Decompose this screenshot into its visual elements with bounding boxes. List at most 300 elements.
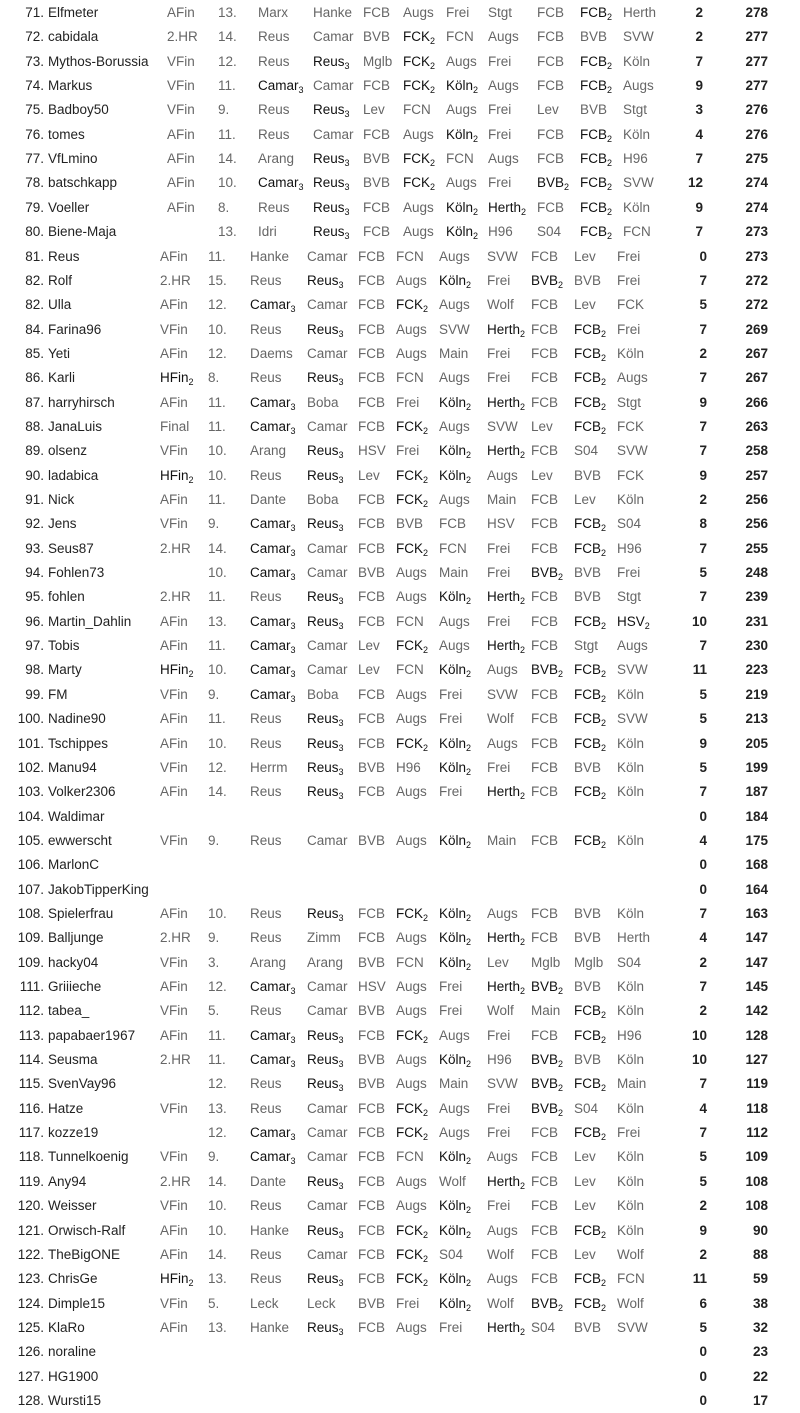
- tip-cell: Camar$_3$: [250, 394, 296, 412]
- tip-cell: S04: [574, 443, 599, 459]
- player-name: Seusma: [48, 1052, 98, 1068]
- total-points: 59: [752, 1271, 768, 1287]
- tip-cell: Köln$_2$: [439, 394, 472, 412]
- position-cell: 11.: [208, 638, 226, 654]
- player-name: Elfmeter: [48, 5, 99, 20]
- rank-cell: 93.: [25, 540, 44, 556]
- rank-cell: 73.: [25, 53, 44, 69]
- player-name: Fohlen73: [48, 565, 105, 581]
- tip-cell: S04: [537, 224, 562, 240]
- total-points: 164: [745, 881, 768, 897]
- tip-cell: Köln$_2$: [439, 443, 472, 461]
- player-name: Volker2306: [48, 784, 116, 800]
- tip-cell: FCB: [531, 1246, 558, 1262]
- table-row: [0, 147, 800, 171]
- rank-cell: 118.: [18, 1149, 44, 1165]
- tip-cell: Reus$_3$: [307, 272, 344, 290]
- pick-cell: VFin: [160, 832, 188, 848]
- tip-cell: Köln$_2$: [446, 126, 479, 144]
- day-points: 6: [699, 1295, 707, 1311]
- tip-cell: Herth$_2$: [487, 321, 526, 339]
- tip-cell: FCN: [446, 151, 474, 167]
- tip-cell: Camar$_3$: [250, 1027, 296, 1045]
- day-points: 2: [699, 345, 707, 361]
- tip-cell: Reus: [250, 1271, 282, 1287]
- rank-cell: 109.: [17, 930, 44, 946]
- rank-cell: 101.: [17, 735, 44, 751]
- total-points: 219: [745, 686, 768, 702]
- tip-cell: FCN: [617, 1271, 645, 1287]
- day-points: 0: [699, 881, 707, 897]
- tip-cell: Augs: [439, 1125, 470, 1141]
- table-row: [0, 293, 800, 317]
- player-name: SvenVay96: [48, 1076, 117, 1092]
- rank-cell: 77.: [25, 151, 44, 167]
- tip-cell: SVW: [623, 175, 654, 191]
- tip-cell: Köln: [617, 1052, 645, 1068]
- tip-cell: BVB: [574, 979, 602, 994]
- tip-cell: Augs: [396, 711, 427, 727]
- tip-cell: Lev: [574, 248, 596, 264]
- tip-cell: FCB: [358, 1198, 385, 1214]
- tip-cell: $BVB_2$: [537, 175, 570, 193]
- tip-cell: FCB: [363, 224, 390, 240]
- tip-cell: $FCB_2$: [574, 784, 607, 802]
- rank-cell: 91.: [25, 492, 44, 507]
- tip-cell: Wolf: [617, 1246, 644, 1262]
- total-points: 119: [746, 1076, 768, 1092]
- tip-cell: Augs: [439, 613, 470, 629]
- player-name: Markus: [48, 78, 93, 94]
- tip-cell: Frei: [617, 248, 641, 264]
- total-points: 145: [745, 979, 768, 994]
- tip-cell: FCB: [531, 1173, 558, 1189]
- table-row: [0, 366, 800, 390]
- pick-cell: VFin: [167, 53, 195, 69]
- player-name: Waldimar: [48, 808, 105, 824]
- day-points: 4: [699, 832, 707, 848]
- player-name: Any94: [48, 1173, 87, 1189]
- tip-cell: Reus$_3$: [307, 1222, 344, 1240]
- pick-cell: VFin: [160, 686, 188, 702]
- day-points: 7: [699, 1125, 707, 1141]
- tip-cell: FCB: [531, 321, 558, 337]
- rank-cell: 124.: [17, 1295, 44, 1311]
- pick-cell: AFin: [160, 1246, 188, 1262]
- table-row: [0, 1121, 800, 1145]
- total-points: 168: [745, 857, 768, 873]
- tip-cell: $FCK_2$: [396, 1027, 429, 1045]
- tip-cell: Köln$_2$: [439, 1198, 472, 1216]
- table-row: [0, 1267, 800, 1291]
- pick-cell: HFin$_2$: [160, 662, 194, 680]
- pick-cell: 2.HR: [160, 272, 191, 288]
- tip-cell: H96: [488, 224, 513, 240]
- day-points: 11: [692, 662, 707, 678]
- tip-cell: Arang: [250, 954, 287, 970]
- tip-cell: $FCB_2$: [574, 516, 607, 534]
- tip-cell: $FCB_2$: [574, 1003, 607, 1021]
- tip-cell: Frei: [488, 175, 512, 191]
- tip-cell: FCB: [358, 1149, 385, 1165]
- player-name: ladabica: [48, 467, 99, 483]
- tip-cell: Reus: [258, 53, 290, 69]
- tip-cell: Stgt: [617, 394, 642, 410]
- tip-cell: Köln$_2$: [439, 662, 472, 680]
- tip-cell: FCB: [358, 1246, 385, 1262]
- tip-cell: FCB: [531, 1149, 558, 1165]
- tip-cell: Köln: [617, 1100, 645, 1116]
- tip-cell: FCB: [358, 248, 385, 264]
- tip-cell: FCB: [531, 589, 558, 605]
- tip-cell: Boba: [307, 492, 339, 507]
- pick-cell: AFin: [167, 126, 195, 142]
- rank-cell: 126.: [17, 1344, 44, 1360]
- player-name: Seus87: [48, 540, 94, 556]
- player-name: Mythos-Borussia: [48, 53, 149, 69]
- pick-cell: VFin: [160, 321, 188, 337]
- tip-cell: $FCK_2$: [396, 1222, 429, 1240]
- tip-cell: Main: [487, 832, 517, 848]
- tip-cell: BVB: [358, 1003, 386, 1019]
- tip-cell: Wolf: [617, 1295, 644, 1311]
- table-row: [0, 1219, 800, 1243]
- tip-cell: Frei: [617, 1125, 641, 1141]
- tip-cell: Frei: [439, 1003, 463, 1019]
- player-name: Tunnelkoenig: [48, 1149, 129, 1165]
- player-name: Biene-Maja: [48, 224, 117, 240]
- tip-cell: FCB: [531, 613, 558, 629]
- tip-cell: Wolf: [487, 711, 514, 727]
- tip-cell: $FCB_2$: [580, 199, 613, 217]
- position-cell: 14.: [208, 1173, 227, 1189]
- tip-cell: FCB: [358, 1173, 385, 1189]
- tip-cell: Frei: [439, 686, 463, 702]
- day-points: 7: [699, 979, 707, 994]
- tip-cell: Reus: [250, 1003, 282, 1019]
- tip-cell: SVW: [487, 686, 518, 702]
- tip-cell: BVB: [358, 1076, 386, 1092]
- pick-cell: HFin$_2$: [160, 370, 194, 388]
- tip-cell: Frei: [396, 394, 420, 410]
- tip-cell: $FCB_2$: [574, 1222, 607, 1240]
- tip-cell: Köln$_2$: [439, 589, 472, 607]
- position-cell: 11.: [208, 418, 226, 434]
- tip-cell: $FCK_2$: [396, 1100, 429, 1118]
- tip-cell: $FCB_2$: [574, 394, 607, 412]
- tip-cell: Arang: [250, 443, 287, 459]
- total-points: 88: [752, 1246, 768, 1262]
- day-points: 5: [699, 1319, 707, 1335]
- tip-cell: FCB: [358, 370, 385, 386]
- tip-cell: Köln$_2$: [439, 905, 472, 923]
- player-name: Reus: [48, 248, 80, 264]
- tip-cell: Camar: [307, 565, 348, 581]
- tip-cell: SVW: [487, 418, 518, 434]
- tip-cell: Lev: [358, 638, 380, 654]
- tip-cell: BVB: [574, 589, 602, 605]
- tip-cell: FCB: [531, 540, 558, 556]
- tip-cell: FCB: [358, 418, 385, 434]
- day-points: 9: [699, 735, 707, 751]
- tip-cell: $FCB_2$: [580, 53, 613, 71]
- tip-cell: Frei: [439, 979, 463, 994]
- total-points: 276: [745, 102, 768, 118]
- tip-cell: Reus: [250, 784, 282, 800]
- player-name: Manu94: [48, 759, 97, 775]
- total-points: 147: [745, 954, 768, 970]
- tip-cell: Frei: [487, 1027, 511, 1043]
- tip-cell: Boba: [307, 686, 339, 702]
- tip-cell: Köln$_2$: [439, 832, 472, 850]
- tip-cell: FCB: [358, 784, 385, 800]
- pick-cell: AFin: [167, 5, 195, 20]
- tip-cell: Wolf: [487, 1246, 514, 1262]
- tip-cell: BVB: [574, 930, 602, 946]
- pick-cell: VFin: [160, 1198, 188, 1214]
- tip-cell: Augs: [487, 905, 518, 921]
- day-points: 7: [699, 589, 707, 605]
- tip-cell: Lev: [574, 492, 596, 507]
- tip-cell: Augs: [396, 1052, 427, 1068]
- day-points: 0: [699, 1368, 707, 1384]
- day-points: 9: [699, 1222, 707, 1238]
- table-row: [0, 74, 800, 98]
- tip-cell: Augs: [396, 1076, 427, 1092]
- tip-cell: $FCB_2$: [580, 224, 613, 242]
- pick-cell: Final: [160, 418, 190, 434]
- pick-cell: 2.HR: [160, 540, 191, 556]
- day-points: 7: [695, 53, 703, 69]
- player-name: Tschippes: [48, 735, 109, 751]
- player-name: ChrisGe: [48, 1271, 98, 1287]
- tip-cell: FCB: [358, 1027, 385, 1043]
- table-row: [0, 1097, 800, 1121]
- tip-cell: Frei: [488, 126, 512, 142]
- tip-cell: BVB: [574, 1052, 602, 1068]
- player-name: noraline: [48, 1344, 97, 1360]
- player-name: Martin_Dahlin: [48, 613, 132, 629]
- tip-cell: BVB: [580, 29, 608, 45]
- position-cell: 9.: [208, 832, 220, 848]
- table-row: [0, 50, 800, 74]
- tip-cell: $FCK_2$: [396, 540, 429, 558]
- tip-cell: Augs: [396, 1003, 427, 1019]
- position-cell: 11.: [218, 78, 236, 94]
- tip-cell: Lev: [574, 1246, 596, 1262]
- tip-cell: BVB: [574, 1319, 602, 1335]
- tip-cell: Frei: [439, 711, 463, 727]
- tip-cell: Köln: [617, 345, 645, 361]
- tip-cell: $FCK_2$: [403, 151, 436, 169]
- rank-cell: 89.: [25, 443, 44, 459]
- tip-cell: FCB: [358, 297, 385, 313]
- position-cell: 9.: [208, 1149, 220, 1165]
- total-points: 273: [745, 248, 768, 264]
- position-cell: 14.: [218, 29, 237, 45]
- tip-cell: FCB: [531, 759, 558, 775]
- tip-cell: $FCB_2$: [574, 1295, 607, 1313]
- position-cell: 12.: [208, 1125, 227, 1141]
- tip-cell: $FCB_2$: [580, 175, 613, 193]
- table-row: [0, 488, 800, 512]
- tip-cell: Reus: [250, 1076, 282, 1092]
- player-name: kozze19: [48, 1125, 99, 1141]
- tip-cell: Reus: [250, 930, 282, 946]
- tip-cell: Reus$_3$: [313, 53, 350, 71]
- tip-cell: FCB: [358, 272, 385, 288]
- total-points: 109: [745, 1149, 768, 1165]
- tip-cell: Reus$_3$: [307, 613, 344, 631]
- player-name: MarlonC: [48, 857, 100, 873]
- tip-cell: Augs: [446, 53, 477, 69]
- pick-cell: AFin: [160, 613, 188, 629]
- tip-cell: Reus$_3$: [307, 735, 344, 753]
- tip-cell: $BVB_2$: [531, 1295, 564, 1313]
- day-points: 9: [699, 394, 707, 410]
- tip-cell: Köln: [617, 905, 645, 921]
- tip-cell: $FCB_2$: [574, 418, 607, 436]
- tip-cell: Reus$_3$: [307, 443, 344, 461]
- table-row: [0, 1365, 800, 1389]
- position-cell: 11.: [208, 1052, 226, 1068]
- tip-cell: Augs: [396, 930, 427, 946]
- day-points: 7: [695, 224, 703, 240]
- rank-cell: 107.: [17, 881, 44, 897]
- total-points: 273: [745, 224, 768, 240]
- tip-cell: BVB: [574, 565, 602, 581]
- tip-cell: Frei: [487, 345, 511, 361]
- tip-cell: Reus: [250, 905, 282, 921]
- tip-cell: Augs: [487, 662, 518, 678]
- table-row: [0, 853, 800, 877]
- tip-cell: FCB: [358, 394, 385, 410]
- pick-cell: VFin: [160, 516, 188, 532]
- tip-cell: Köln$_2$: [446, 199, 479, 217]
- tip-cell: Leck: [307, 1295, 336, 1311]
- pick-cell: VFin: [160, 1295, 188, 1311]
- pick-cell: AFin: [167, 151, 195, 167]
- tip-cell: FCB: [358, 345, 385, 361]
- tip-cell: Augs: [439, 248, 470, 264]
- position-cell: 10.: [208, 662, 227, 678]
- rank-cell: 82.: [25, 297, 44, 313]
- player-name: TheBigONE: [48, 1246, 121, 1262]
- tip-cell: $BVB_2$: [531, 979, 564, 996]
- tip-cell: $FCK_2$: [403, 175, 436, 193]
- tip-cell: FCN: [623, 224, 651, 240]
- position-cell: 14.: [218, 151, 237, 167]
- tip-cell: Frei: [487, 565, 511, 581]
- tip-cell: Herth: [617, 930, 651, 946]
- tip-cell: FCB: [531, 832, 558, 848]
- tip-cell: Lev: [574, 1198, 596, 1214]
- tip-cell: Herth$_2$: [487, 930, 526, 948]
- rank-cell: 112.: [18, 1003, 44, 1019]
- tip-cell: Camar: [313, 78, 354, 94]
- table-row: [0, 1170, 800, 1194]
- total-points: 275: [745, 151, 768, 167]
- tip-cell: Herth$_2$: [487, 1173, 526, 1191]
- total-points: 258: [745, 443, 768, 459]
- position-cell: 10.: [208, 1198, 227, 1214]
- player-name: hacky04: [48, 954, 99, 970]
- tip-cell: BVB: [574, 759, 602, 775]
- rank-cell: 108.: [17, 905, 44, 921]
- tip-cell: Köln: [617, 1222, 645, 1238]
- day-points: 11: [692, 1271, 707, 1287]
- position-cell: 10.: [208, 467, 227, 483]
- tip-cell: FCN: [396, 370, 424, 386]
- position-cell: 11.: [208, 248, 226, 264]
- position-cell: 9.: [208, 686, 220, 702]
- position-cell: 13.: [208, 1319, 227, 1335]
- day-points: 7: [699, 540, 707, 556]
- position-cell: 12.: [218, 53, 237, 69]
- player-name: VfLmino: [48, 151, 98, 167]
- tip-cell: $FCK_2$: [396, 1125, 429, 1143]
- tip-cell: FCN: [446, 29, 474, 45]
- day-points: 7: [699, 370, 707, 386]
- tip-cell: FCK: [617, 297, 644, 313]
- position-cell: 9.: [218, 102, 230, 118]
- tip-cell: Camar: [307, 662, 348, 678]
- tip-cell: Augs: [439, 297, 470, 313]
- tip-cell: Camar$_3$: [250, 418, 296, 436]
- player-name: Jens: [48, 516, 77, 532]
- pick-cell: AFin: [160, 711, 188, 727]
- tip-cell: Herth$_2$: [487, 443, 526, 461]
- tip-cell: BVB: [363, 151, 391, 167]
- tip-cell: Reus$_3$: [313, 199, 350, 217]
- tip-cell: FCB: [537, 5, 564, 20]
- tip-cell: Augs: [396, 979, 427, 994]
- tip-cell: Köln$_2$: [439, 1052, 472, 1070]
- player-name: batschkapp: [48, 175, 118, 191]
- tip-cell: S04: [617, 954, 642, 970]
- tip-cell: Köln: [617, 1149, 645, 1165]
- total-points: 147: [745, 930, 768, 946]
- tip-cell: FCB: [358, 905, 385, 921]
- day-points: 7: [699, 1076, 707, 1092]
- position-cell: 12.: [208, 1076, 227, 1092]
- tip-cell: Augs: [396, 832, 427, 848]
- tip-cell: FCB: [531, 492, 558, 507]
- tip-cell: Frei: [617, 565, 641, 581]
- table-row: [0, 1, 800, 25]
- rank-cell: 116.: [18, 1100, 44, 1116]
- tip-cell: Reus: [250, 1246, 282, 1262]
- total-points: 205: [745, 735, 768, 751]
- player-name: Tobis: [48, 638, 80, 654]
- day-points: 5: [699, 1149, 707, 1165]
- tip-cell: Reus: [250, 1100, 282, 1116]
- tip-cell: BVB: [580, 102, 608, 118]
- tip-cell: Augs: [617, 370, 648, 386]
- day-points: 7: [699, 321, 707, 337]
- player-name: Rolf: [48, 272, 73, 288]
- tip-cell: BVB: [358, 954, 386, 970]
- player-name: papabaer1967: [48, 1027, 136, 1043]
- tip-cell: FCK: [617, 467, 644, 483]
- pick-cell: AFin: [160, 394, 188, 410]
- tip-cell: $FCB_2$: [574, 662, 607, 680]
- rank-cell: 81.: [25, 248, 44, 264]
- tip-cell: Augs: [439, 418, 470, 434]
- table-row: [0, 561, 800, 585]
- player-name: Hatze: [48, 1100, 84, 1116]
- day-points: 2: [699, 492, 707, 507]
